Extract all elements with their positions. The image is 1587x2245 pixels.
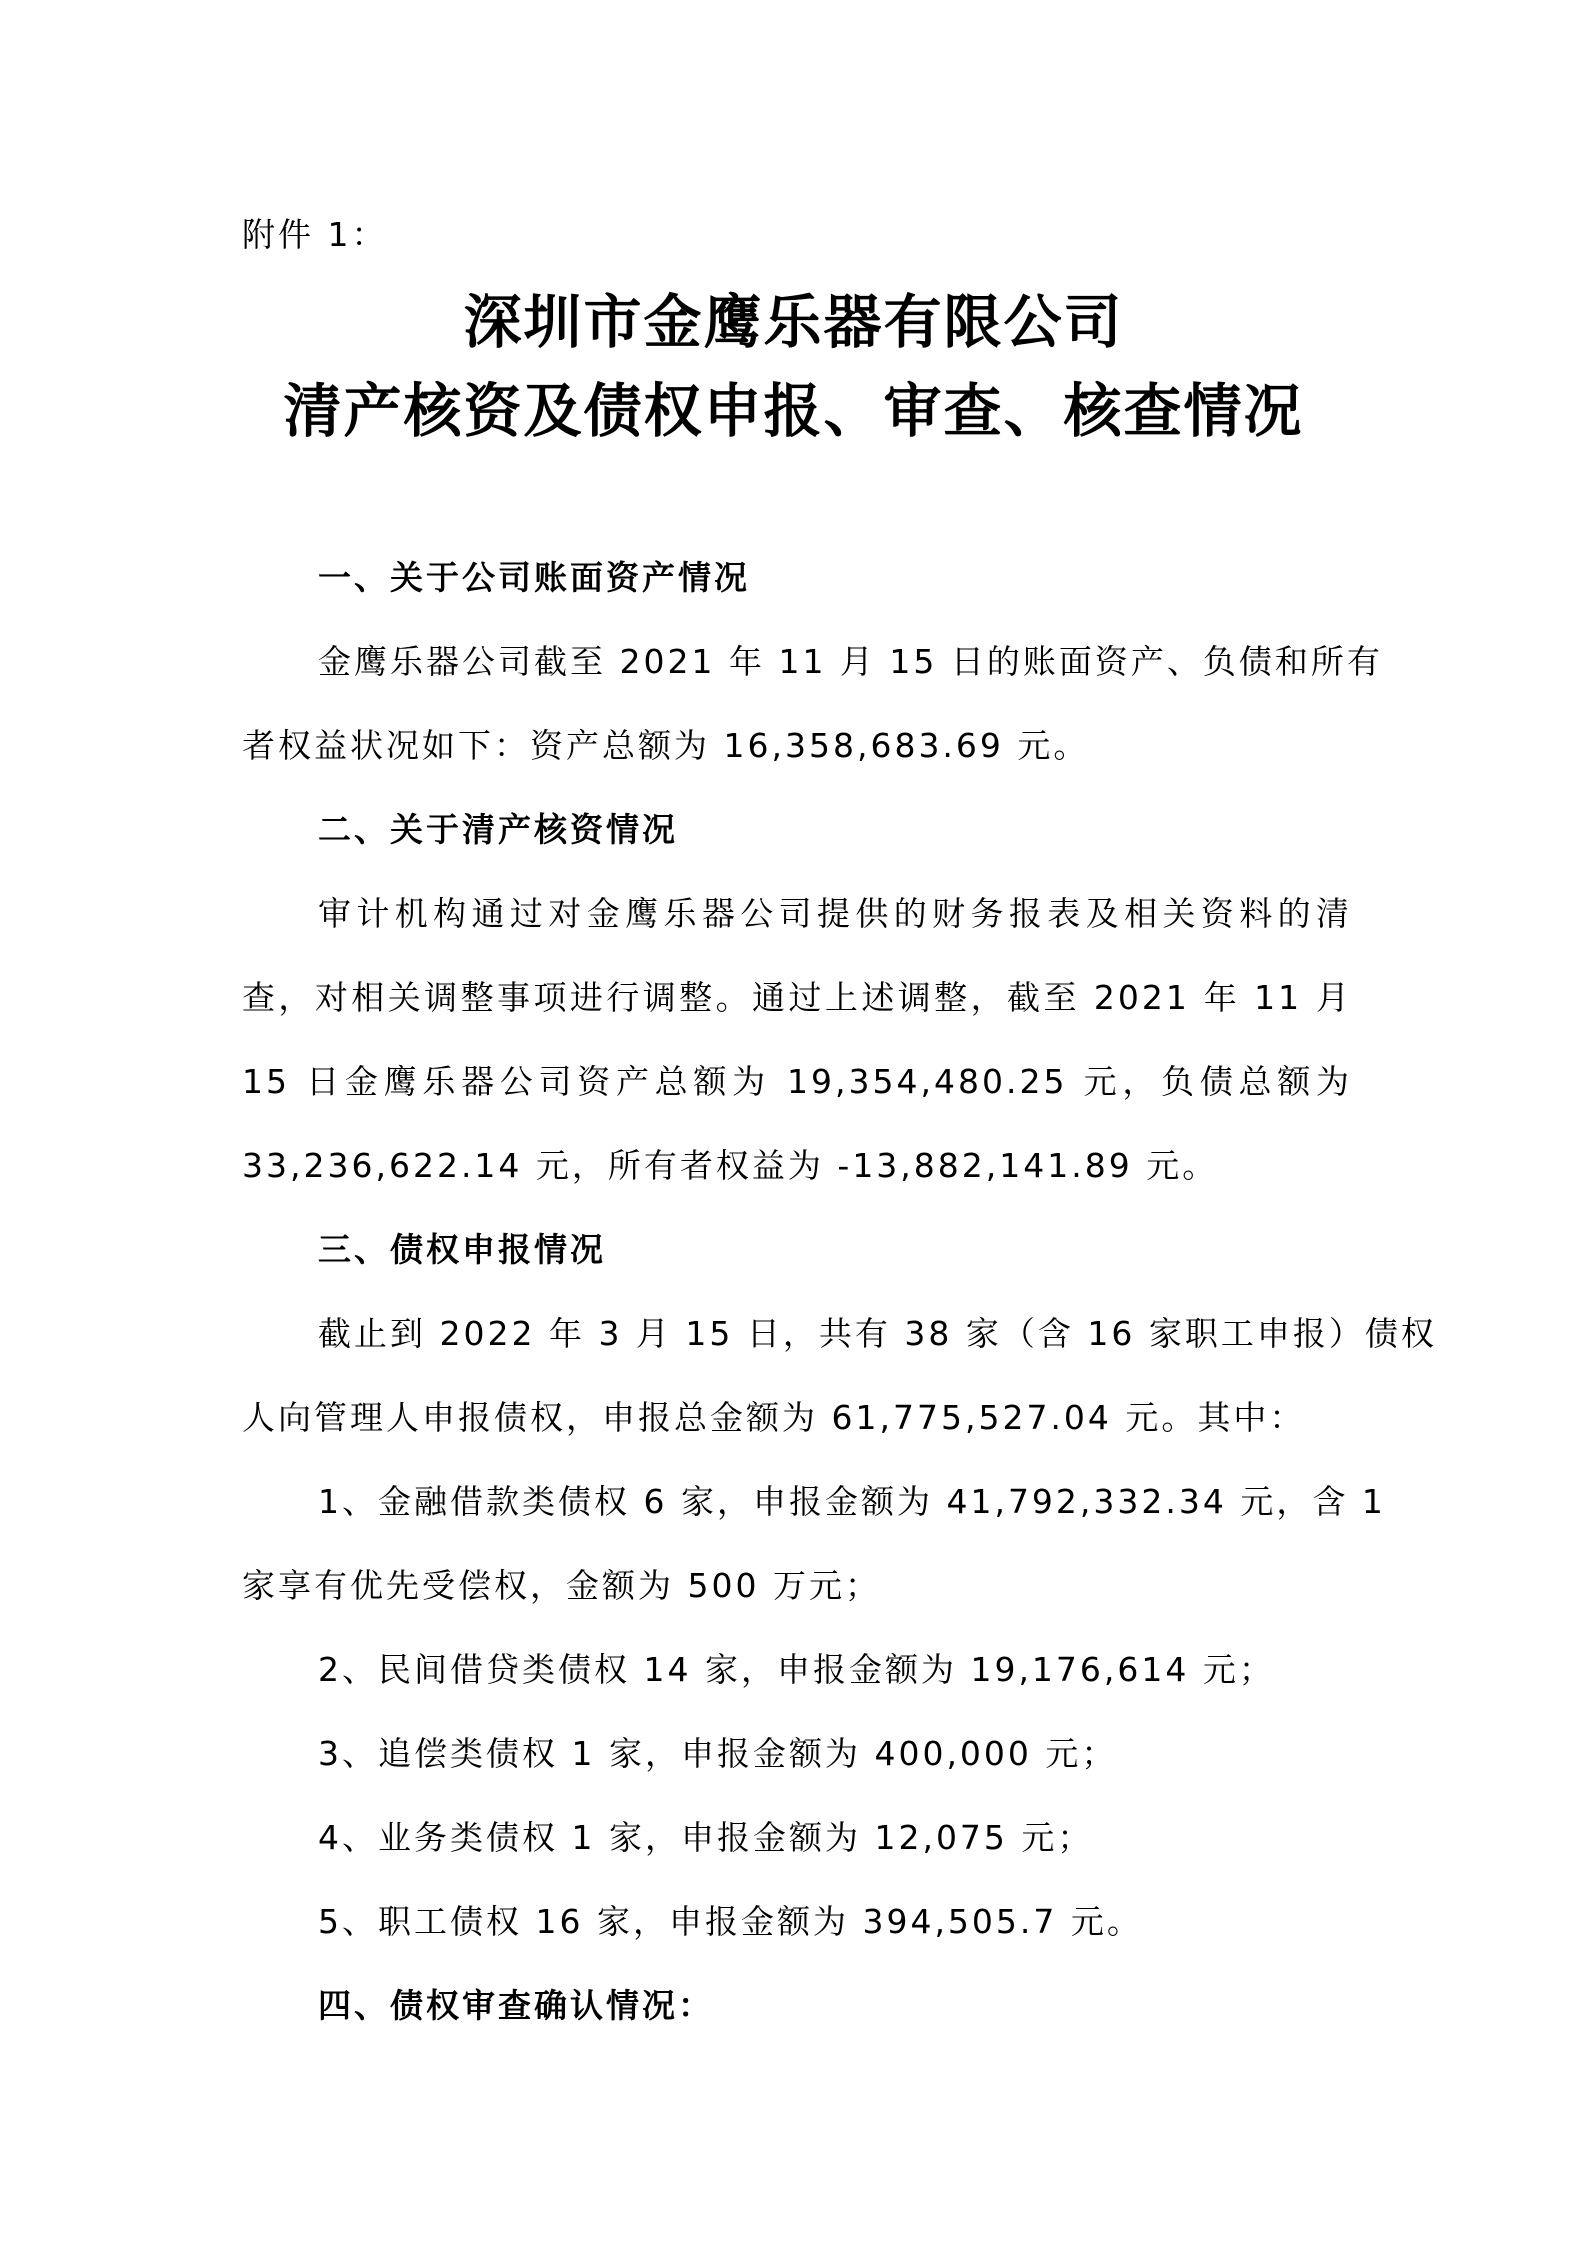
section-1-paragraph-line: 者权益状况如下：资产总额为 16,358,683.69 元。 xyxy=(242,726,1090,765)
section-2-paragraph-line: 33,236,622.14 元，所有者权益为 -13,882,141.89 元。 xyxy=(242,1146,1219,1185)
claim-item-line: 1、金融借款类债权 6 家，申报金额为 41,792,332.34 元，含 1 xyxy=(318,1482,1386,1521)
attachment-label: 附件 1： xyxy=(242,215,388,254)
claim-item-line: 2、民间借贷类债权 14 家，申报金额为 19,176,614 元； xyxy=(318,1650,1275,1689)
document-title-line-1: 深圳市金鹰乐器有限公司 xyxy=(463,288,1124,356)
claim-item-line: 3、追偿类债权 1 家，申报金额为 400,000 元； xyxy=(318,1734,1118,1773)
section-3-heading: 三、债权申报情况 xyxy=(318,1230,606,1269)
claim-item-line: 4、业务类债权 1 家，申报金额为 12,075 元； xyxy=(318,1818,1094,1857)
section-3-paragraph-line: 人向管理人申报债权，申报总金额为 61,775,527.04 元。其中： xyxy=(242,1398,1306,1437)
section-2-paragraph-line: 审计机构通过对金鹰乐器公司提供的财务报表及相关资料的清 xyxy=(318,894,1352,933)
section-3-paragraph-line: 截止到 2022 年 3 月 15 日，共有 38 家（含 16 家职工申报）债权 xyxy=(318,1314,1437,1353)
section-1-heading: 一、关于公司账面资产情况 xyxy=(318,558,750,597)
section-1-paragraph-line: 金鹰乐器公司截至 2021 年 11 月 15 日的账面资产、负债和所有 xyxy=(318,642,1383,681)
section-2-paragraph-line: 查，对相关调整事项进行调整。通过上述调整，截至 2021 年 11 月 xyxy=(242,978,1352,1017)
claim-item-line: 家享有优先受偿权，金额为 500 万元； xyxy=(242,1566,881,1605)
section-4-heading: 四、债权审查确认情况： xyxy=(318,1986,714,2025)
section-2-paragraph-line: 15 日金鹰乐器公司资产总额为 19,354,480.25 元，负债总额为 xyxy=(242,1062,1352,1101)
section-2-heading: 二、关于清产核资情况 xyxy=(318,810,678,849)
document-title-line-2: 清产核资及债权申报、审查、核查情况 xyxy=(283,377,1304,445)
claim-item-line: 5、职工债权 16 家，申报金额为 394,505.7 元。 xyxy=(318,1902,1143,1941)
